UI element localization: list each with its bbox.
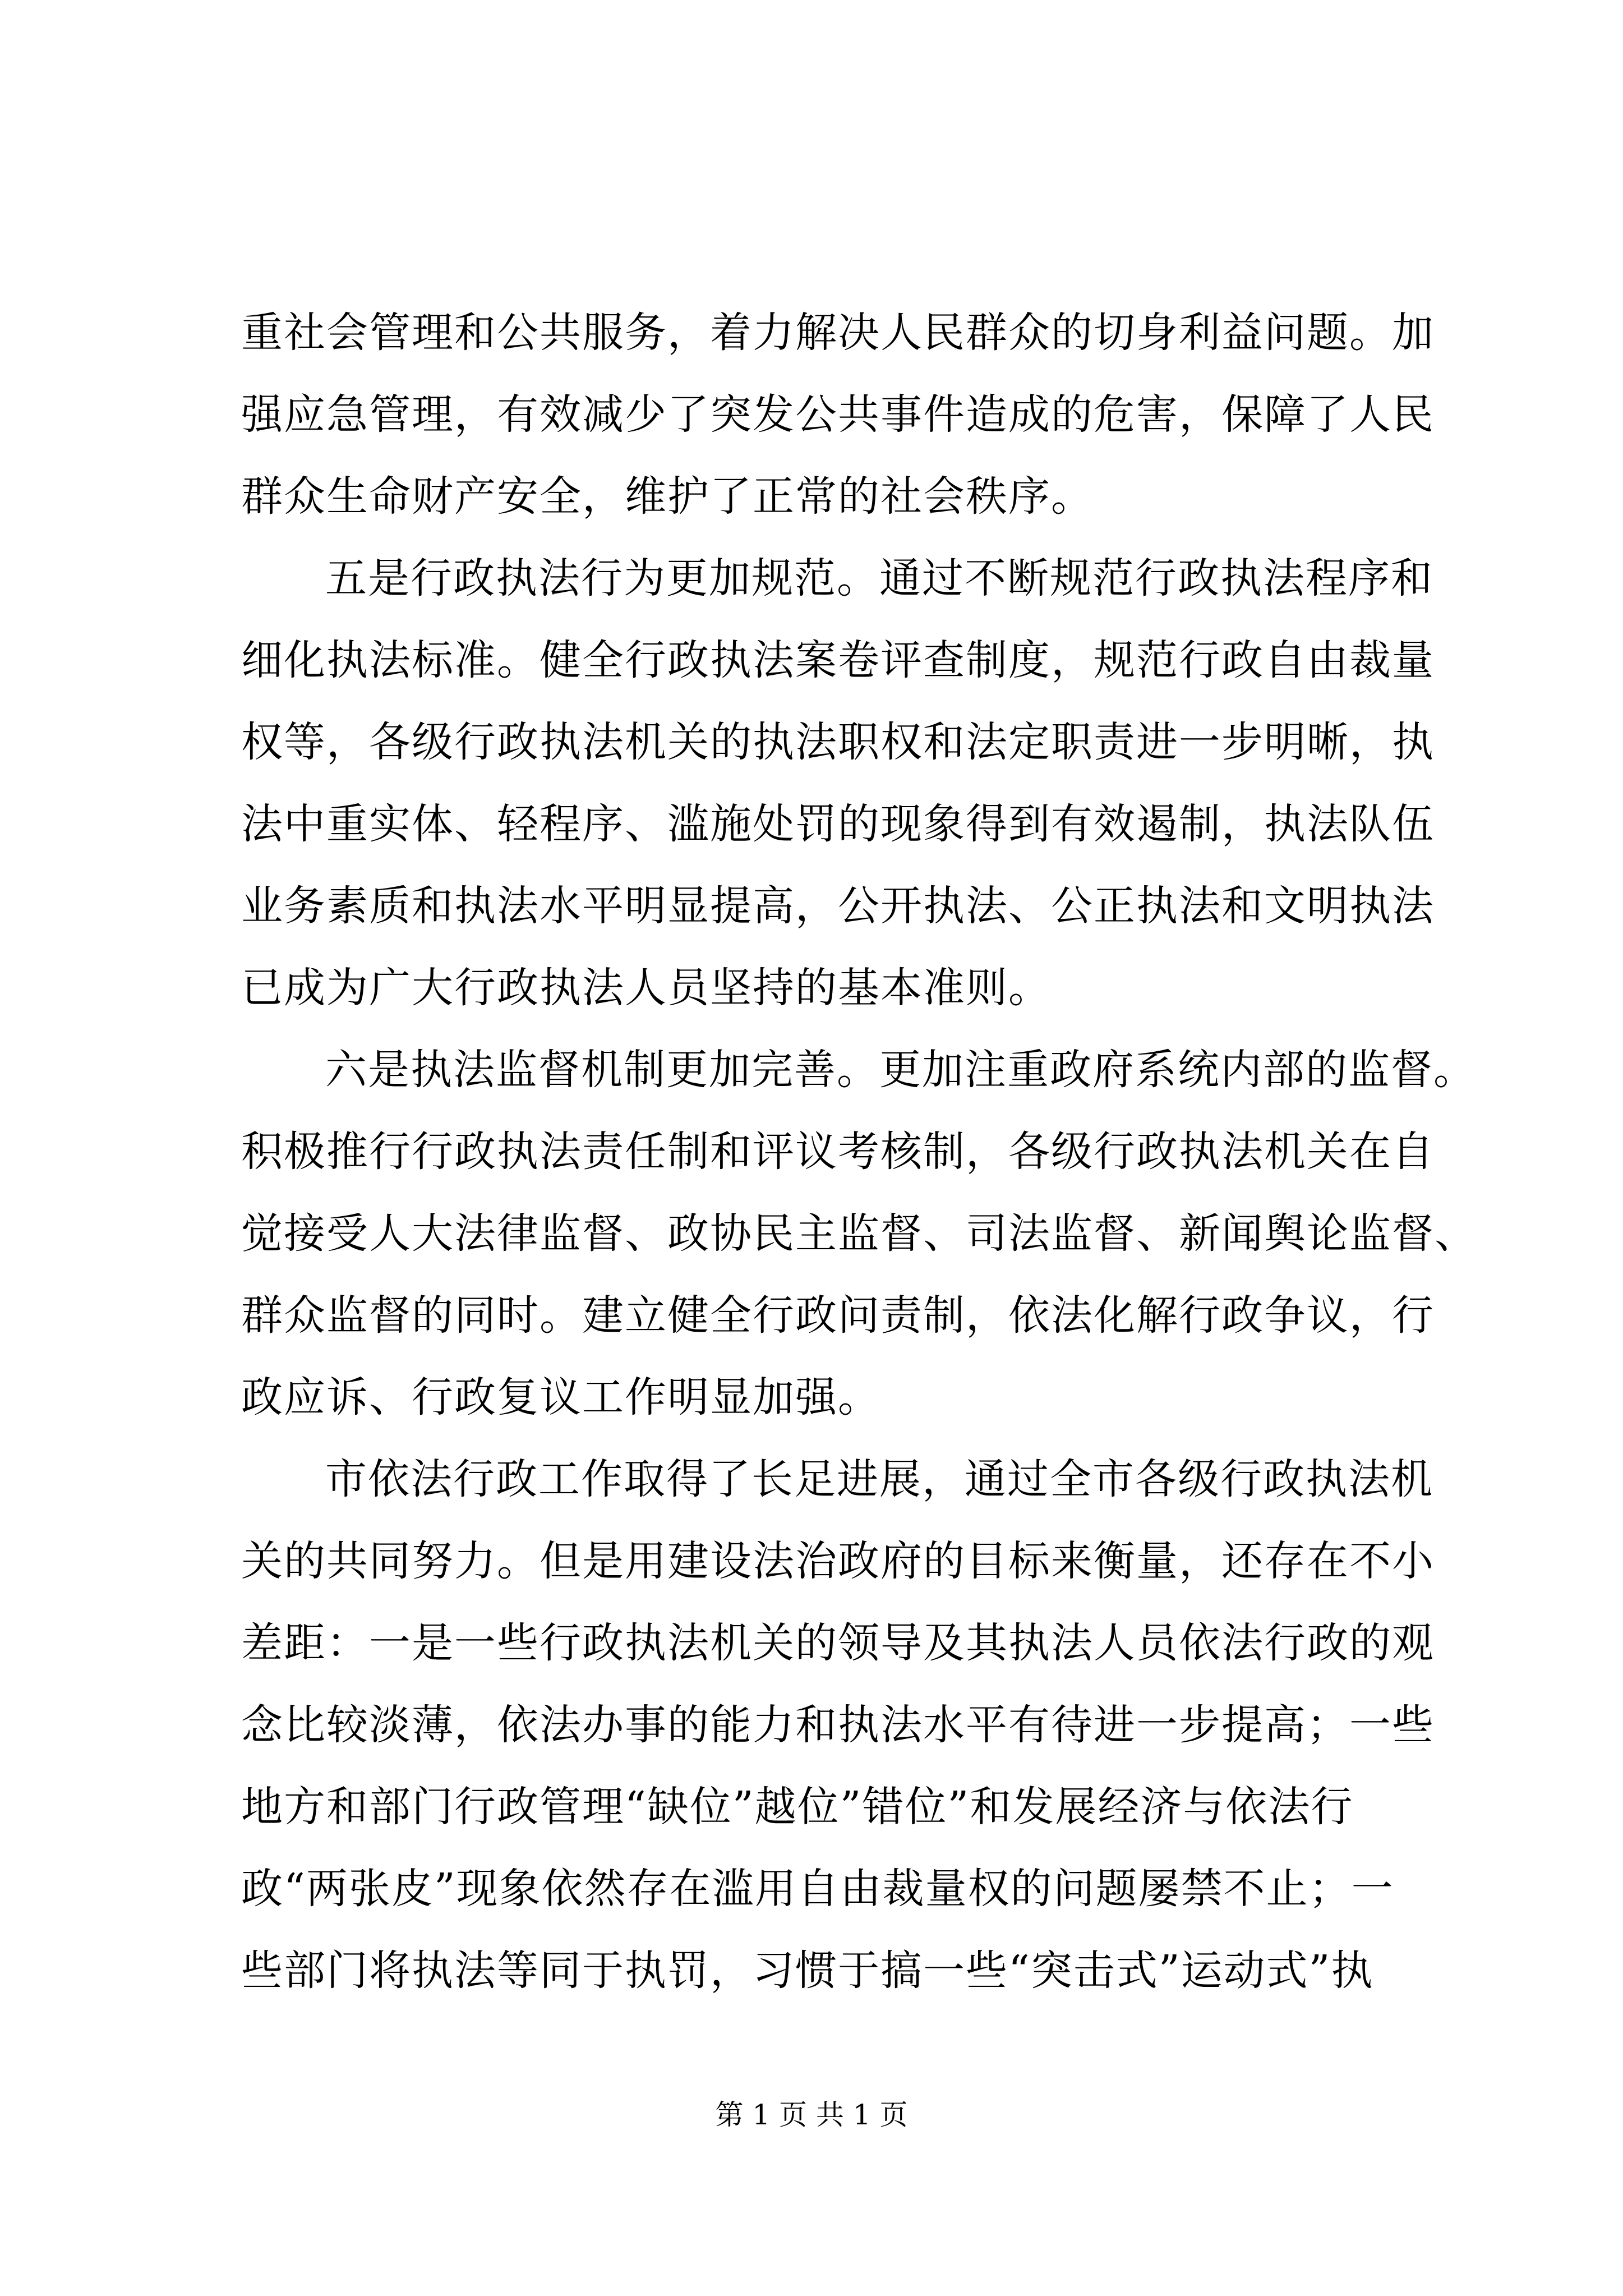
text-line: 念比较淡薄，依法办事的能力和执法水平有待进一步提高；一些 — [241, 1701, 1435, 1749]
text-line: 积极推行行政执法责任制和评议考核制，各级行政执法机关在自 — [241, 1128, 1435, 1176]
text-line: 强应急管理，有效减少了突发公共事件造成的危害，保障了人民 — [241, 390, 1435, 439]
paragraph-start-line: 五是行政执法行为更加规范。通过不断规范行政执法程序和 — [325, 554, 1433, 602]
text-line: 觉接受人大法律监督、政协民主监督、司法监督、新闻舆论监督、 — [241, 1209, 1477, 1258]
text-line: 些部门将执法等同于执罚，习惯于搞一些“突击式”运动式”执 — [241, 1947, 1374, 1995]
text-line: 群众生命财产安全，维护了正常的社会秩序。 — [241, 472, 1094, 521]
text-line: 政应诉、行政复议工作明显加强。 — [241, 1373, 880, 1421]
text-line: 重社会管理和公共服务，着力解决人民群众的切身利益问题。加 — [241, 309, 1435, 357]
text-line: 权等，各级行政执法机关的执法职权和法定职责进一步明晰，执 — [241, 718, 1435, 766]
text-line: 关的共同努力。但是用建设法治政府的目标来衡量，还存在不小 — [241, 1537, 1435, 1585]
text-line: 细化执法标准。健全行政执法案卷评查制度，规范行政自由裁量 — [241, 636, 1435, 684]
text-line: 业务素质和执法水平明显提高，公开执法、公正执法和文明执法 — [241, 882, 1435, 930]
text-line: 已成为广大行政执法人员坚持的基本准则。 — [241, 964, 1051, 1012]
page-footer: 第 1 页 共 1 页 — [715, 2099, 908, 2131]
document-body — [241, 292, 1477, 2012]
text-line: 差距：一是一些行政执法机关的领导及其执法人员依法行政的观 — [241, 1619, 1435, 1667]
paragraph-start-line: 市依法行政工作取得了长足进展，通过全市各级行政执法机 — [325, 1455, 1433, 1503]
paragraph-start-line: 六是执法监督机制更加完善。更加注重政府系统内部的监督。 — [325, 1046, 1476, 1094]
text-line: 地方和部门行政管理“缺位”越位”错位”和发展经济与依法行 — [241, 1783, 1354, 1831]
text-line: 群众监督的同时。建立健全行政问责制，依法化解行政争议，行 — [241, 1291, 1435, 1340]
text-line: 法中重实体、轻程序、滥施处罚的现象得到有效遏制，执法队伍 — [241, 800, 1435, 848]
text-line: 政“两张皮”现象依然存在滥用自由裁量权的问题屡禁不止；一 — [241, 1865, 1394, 1913]
